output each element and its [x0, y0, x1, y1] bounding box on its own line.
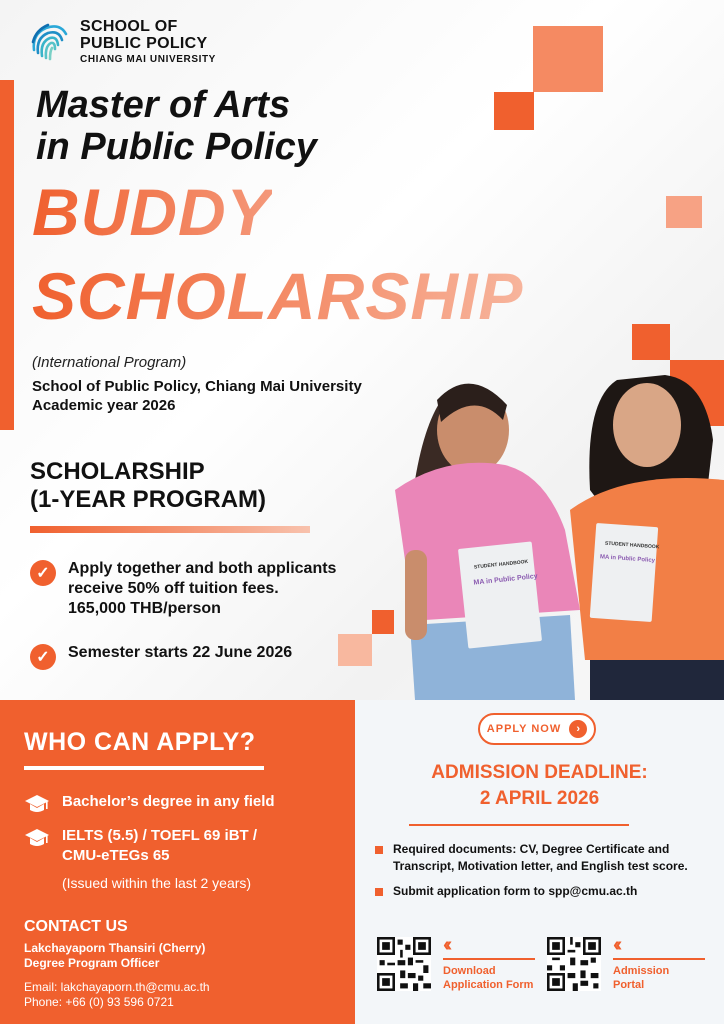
logo-line-3: CHIANG MAI UNIVERSITY — [80, 54, 216, 65]
check-icon: ✓ — [30, 644, 56, 670]
program-title — [36, 84, 317, 168]
graduation-cap-icon — [24, 827, 50, 849]
deadline-date: 2 APRIL 2026 — [479, 788, 600, 809]
admission-portal-link[interactable] — [613, 936, 705, 992]
headline-scholarship: SCHOLARSHIP — [32, 259, 524, 333]
admission-divider — [409, 824, 629, 826]
issued-note: (Issued within the last 2 years) — [62, 875, 252, 891]
who-can-apply-panel — [0, 700, 355, 1024]
double-chevron-left-icon: ‹‹ — [443, 934, 449, 956]
qr-code-application-form-icon[interactable] — [377, 937, 431, 991]
requirement-degree — [24, 792, 275, 815]
school-name: School of Public Policy, Chiang Mai University — [32, 378, 362, 395]
requirement-degree-text: Bachelor’s degree in any field — [62, 793, 275, 810]
application-form-label: Application Form — [443, 979, 534, 991]
deco-square — [494, 92, 534, 130]
who-divider — [24, 766, 264, 770]
deco-square — [338, 634, 372, 666]
link-underline — [443, 958, 535, 960]
who-can-apply-heading: WHO CAN APPLY? — [24, 728, 256, 756]
contact-email[interactable]: Email: lakchayaporn.th@cmu.ac.th — [24, 980, 210, 994]
required-documents-line: Required documents: CV, Degree Certificate and — [393, 842, 670, 856]
apply-now-label: APPLY NOW — [486, 723, 562, 735]
logo-line-1: SCHOOL OF — [80, 18, 178, 35]
double-chevron-left-icon: ‹‹ — [613, 934, 619, 956]
benefit-line: receive 50% off tuition fees. — [68, 580, 279, 597]
square-bullet-icon — [375, 888, 383, 896]
apply-now-button[interactable] — [478, 713, 596, 745]
link-underline — [613, 958, 705, 960]
left-accent-bar — [0, 80, 14, 430]
semester-start: Semester starts 22 June 2026 — [68, 644, 293, 661]
submit-form-item — [375, 883, 637, 900]
requirement-english — [24, 826, 257, 866]
academic-year: Academic year 2026 — [32, 397, 176, 414]
benefit-item — [30, 559, 336, 619]
students-photo — [385, 360, 724, 700]
admission-label: Admission — [613, 965, 670, 977]
portal-label: Portal — [613, 979, 645, 991]
program-title-line-1: Master of Arts — [36, 84, 291, 126]
international-program-label: (International Program) — [32, 354, 187, 371]
fingerprint-logo-icon — [28, 20, 72, 64]
semester-item — [30, 643, 292, 670]
student-left-figure — [395, 384, 580, 700]
download-application-form-link[interactable] — [443, 936, 535, 992]
admission-panel — [355, 700, 724, 1024]
deco-square — [533, 26, 603, 92]
deco-square — [632, 324, 670, 360]
book-right-title: MA in Public Policy — [599, 554, 656, 565]
contact-role: Degree Program Officer — [24, 956, 160, 970]
book-right-tag: STUDENT HANDBOOK — [604, 540, 660, 551]
admission-deadline — [355, 760, 724, 812]
deco-square — [666, 196, 702, 228]
scholarship-heading-line-2: (1-YEAR PROGRAM) — [30, 486, 267, 513]
required-documents-item — [375, 841, 688, 875]
check-icon: ✓ — [30, 560, 56, 586]
graduation-cap-icon — [24, 793, 50, 815]
scholarship-divider — [30, 526, 310, 533]
contact-heading: CONTACT US — [24, 918, 128, 935]
download-label: Download — [443, 965, 496, 977]
scholarship-heading-line-1: SCHOLARSHIP — [30, 458, 205, 485]
headline-buddy: BUDDY — [32, 175, 272, 249]
scholarship-heading — [30, 458, 266, 514]
square-bullet-icon — [375, 846, 383, 854]
contact-name: Lakchayaporn Thansiri (Cherry) — [24, 941, 206, 955]
book-left-title: MA in Public Policy — [473, 572, 538, 587]
qr-code-admission-portal-icon[interactable] — [547, 937, 601, 991]
chevron-right-icon: › — [569, 720, 587, 738]
school-logo — [28, 18, 216, 65]
requirement-english-line: IELTS (5.5) / TOEFL 69 iBT / — [62, 827, 258, 844]
program-title-line-2: in Public Policy — [36, 126, 317, 168]
required-documents-line: Transcript, Motivation letter, and English test score. — [393, 859, 688, 873]
benefit-line: Apply together and both applicants — [68, 560, 337, 577]
book-left-tag: STUDENT HANDBOOK — [473, 558, 529, 571]
requirement-english-line: CMU-eTEGs 65 — [62, 847, 170, 864]
benefit-price: 165,000 THB/person — [68, 600, 221, 617]
submit-form-text: Submit application form to spp@cmu.ac.th — [393, 884, 638, 898]
deadline-label: ADMISSION DEADLINE: — [431, 762, 648, 783]
student-right-figure — [570, 375, 724, 700]
contact-phone[interactable]: Phone: +66 (0) 93 596 0721 — [24, 995, 174, 1009]
logo-line-2: PUBLIC POLICY — [80, 35, 208, 52]
